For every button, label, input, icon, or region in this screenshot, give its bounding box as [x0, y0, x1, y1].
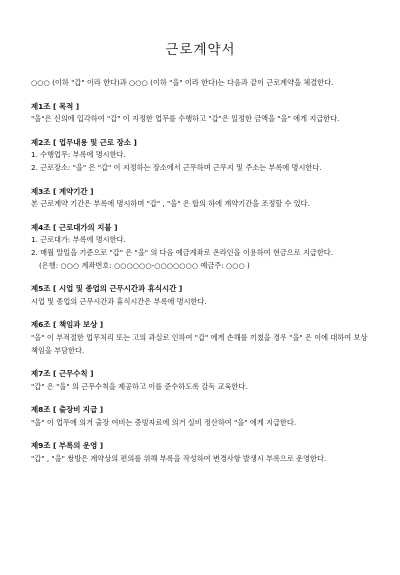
- article-heading: 제3조 [ 계약기간 ]: [31, 186, 94, 196]
- document-title: 근로계약서: [165, 42, 236, 58]
- article-text: 시업 및 종업의 근무시간과 휴식시간은 부록에 명시한다.: [31, 296, 207, 306]
- article-8: [31, 404, 370, 429]
- article-heading: 제9조 [ 부록의 운영 ]: [31, 441, 104, 451]
- article-7: [31, 368, 370, 393]
- article-text: "갑" , "을" 쌍방은 계약상의 편의를 위해 부록을 작성하여 변경사항 발생시 부록으로 운영한다.: [31, 454, 327, 464]
- article-heading: 제5조 [ 시업 및 종업의 근무시간과 휴식시간 ]: [31, 284, 183, 294]
- article-text: 본 근로계약 기간은 부록에 명시하며 "갑" , "을" 은 합의 하에 계약기간을 조정할 수 있다.: [31, 199, 310, 209]
- article-1: [31, 101, 370, 126]
- article-heading: 제6조 [ 책임과 보상 ]: [31, 320, 104, 330]
- article-heading: 제1조 [ 목적 ]: [31, 101, 80, 111]
- article-5: [31, 283, 370, 308]
- article-text: "을"은 신의에 입각하여 "갑" 이 지정한 업무를 수행하고 "갑"은 일정한 금액을 "을" 에게 지급한다.: [31, 114, 340, 124]
- article-heading: 제8조 [ 출장비 지급 ]: [31, 405, 104, 415]
- bank-account-line: (은행: ○○○ 계좌번호: ○○○○○○-○○○○○○○ 예금주: ○○○ ): [39, 260, 250, 270]
- article-3: [31, 186, 370, 211]
- article-text: 2. 매월 말일을 기준으로 "갑" 은 "을" 의 다음 예금계좌로 온라인을 이용하여 현금으로 지급한다.: [31, 247, 334, 257]
- article-text: "을" 이 업무에 의거 출장 여비는 증빙자료에 의거 실비 정산하여 "을" 에게 지급한다.: [31, 417, 297, 427]
- article-text: 1. 수행업무: 부록에 명시한다.: [31, 150, 126, 160]
- article-heading: 제2조 [ 업무내용 및 근로 장소 ]: [31, 137, 137, 147]
- article-heading: 제7조 [ 근무수칙 ]: [31, 369, 94, 379]
- article-9: [31, 440, 370, 465]
- article-6: [31, 319, 370, 357]
- article-text: 2. 근로장소: "을" 은 "갑" 이 지정하는 장소에서 근무하며 근무지 및 주소는 부록에 명시한다.: [31, 162, 322, 172]
- article-2: [31, 137, 370, 175]
- article-4: [31, 222, 370, 272]
- article-heading: 제4조 [ 근로대가의 지불 ]: [31, 222, 118, 232]
- article-text: "갑" 은 "을" 의 근무수칙을 제공하고 이를 준수하도록 감독 교육한다.: [31, 381, 248, 391]
- article-text: "을" 이 부적절한 업무처리 또는 고의 과실로 인하여 "갑" 에게 손해를 끼쳤을 경우 "을" 은 이에 대하여 보상책임을 부담한다.: [31, 332, 368, 355]
- intro-paragraph: ○○○ (이하 "갑" 이라 한다)과 ○○○ (이하 "을" 이라 한다)는 다음과 같이 근로계약을 체결한다.: [31, 78, 334, 87]
- article-text: 1. 근로대가: 부록에 명시한다.: [31, 235, 126, 245]
